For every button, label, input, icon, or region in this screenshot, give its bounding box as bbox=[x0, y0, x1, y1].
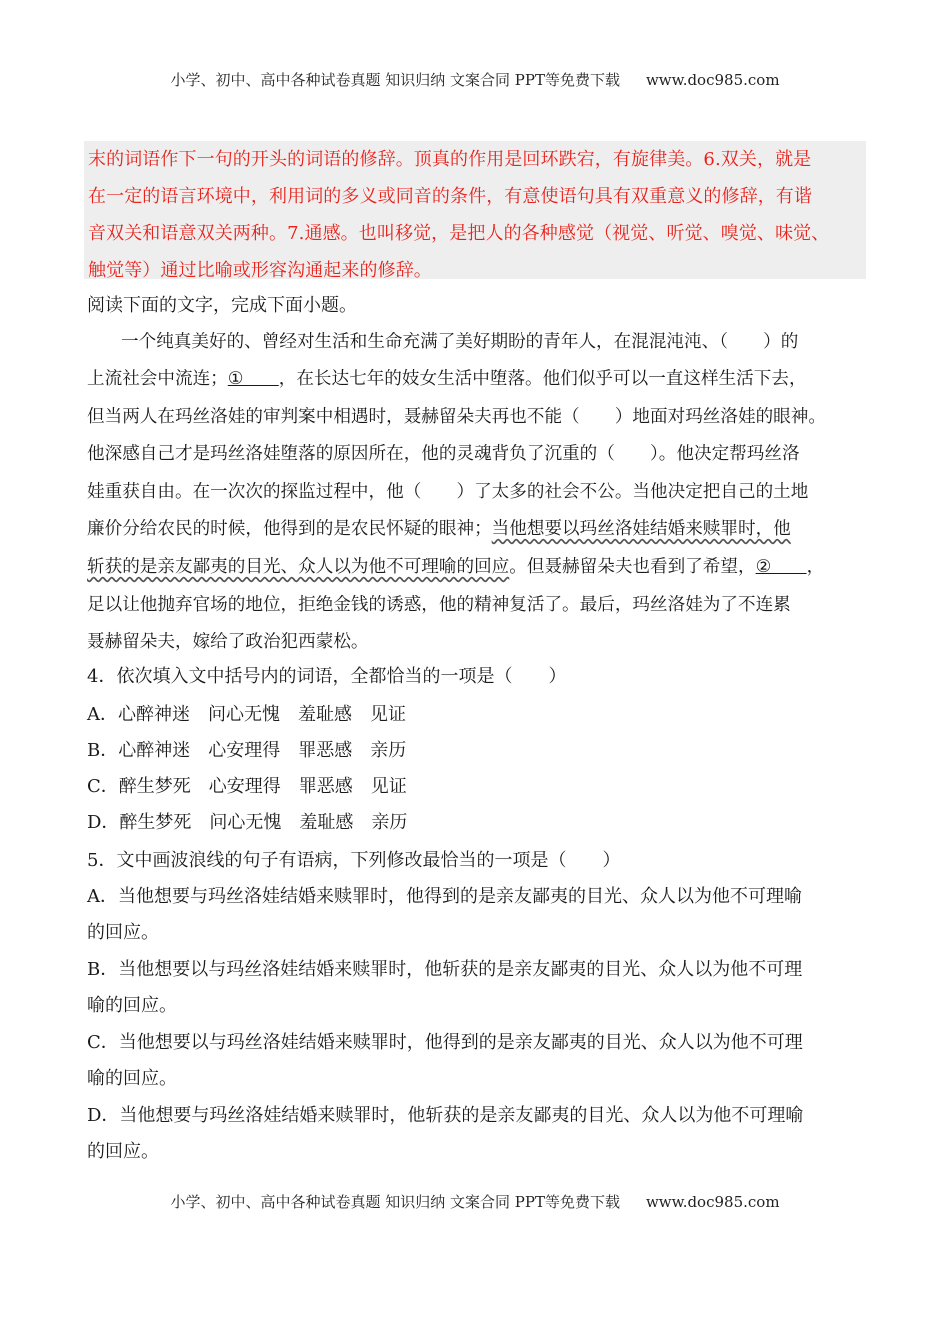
question-5-option-c: C．当他想要以与玛丝洛娃结婚来赎罪时，他得到的是亲友鄙夷的目光、众人以为他不可理 bbox=[87, 1032, 803, 1053]
footer-url[interactable]: www.doc985.com bbox=[645, 1193, 780, 1211]
passage-line: 娃重获自由。在一次次的探监过程中，他（ ）了太多的社会不公。当他决定把自己的土地 bbox=[87, 482, 809, 502]
question-5-option-d-cont: 的回应。 bbox=[87, 1141, 159, 1162]
passage-text: 。但聂赫留朵夫也看到了希望， bbox=[509, 557, 756, 577]
question-5-option-a-cont: 的回应。 bbox=[87, 922, 159, 943]
header-text: 小学、初中、高中各种试卷真题 知识归纳 文案合同 PPT等免费下载 bbox=[170, 71, 620, 89]
note-line: 末的词语作下一句的开头的词语的修辞。顶真的作用是回环跌宕，有旋律美。6.双关，就是 bbox=[88, 149, 812, 170]
note-line: 音双关和语意双关两种。7.通感。也叫移觉，是把人的各种感觉（视觉、听觉、嗅觉、味觉、 bbox=[88, 223, 830, 244]
blank-2: ② bbox=[755, 557, 807, 577]
passage-line: 一个纯真美好的、曾经对生活和生命充满了美好期盼的青年人，在混混沌沌、（ ）的 bbox=[121, 332, 799, 352]
reading-instruction: 阅读下面的文字，完成下面小题。 bbox=[87, 295, 357, 316]
wavy-underlined-sentence: 斩获的是亲友鄙夷的目光、众人以为他不可理喻的回应 bbox=[87, 557, 510, 577]
question-5-option-b-cont: 喻的回应。 bbox=[87, 995, 177, 1016]
page-header bbox=[0, 69, 950, 90]
passage-line: 聂赫留朵夫，嫁给了政治犯西蒙松。 bbox=[87, 632, 369, 652]
question-4-stem: 4．依次填入文中括号内的词语，全都恰当的一项是（ ） bbox=[87, 666, 567, 687]
passage-text: 廉价分给农民的时候，他得到的是农民怀疑的眼神； bbox=[87, 519, 492, 539]
passage-line bbox=[87, 553, 824, 578]
footer-text: 小学、初中、高中各种试卷真题 知识归纳 文案合同 PPT等免费下载 bbox=[170, 1193, 620, 1211]
header-url[interactable]: www.doc985.com bbox=[645, 71, 780, 89]
passage-text: ，在长达七年的妓女生活中堕落。他们似乎可以一直这样生活下去， bbox=[278, 369, 807, 389]
passage-line: 他深感自己才是玛丝洛娃堕落的原因所在，他的灵魂背负了沉重的（ ）。他决定帮玛丝洛 bbox=[87, 444, 800, 464]
note-line: 在一定的语言环境中，利用词的多义或同音的条件，有意使语句具有双重意义的修辞，有谐 bbox=[88, 186, 812, 207]
passage-line bbox=[87, 515, 791, 540]
passage-text: 上流社会中流连； bbox=[87, 369, 228, 389]
passage-line: 但当两人在玛丝洛娃的审判案中相遇时，聂赫留朵夫再也不能（ ）地面对玛丝洛娃的眼神。 bbox=[87, 407, 826, 427]
passage-text: ， bbox=[806, 557, 825, 577]
wavy-underlined-sentence: 当他想要以玛丝洛娃结婚来赎罪时，他 bbox=[491, 519, 791, 539]
question-5-option-c-cont: 喻的回应。 bbox=[87, 1068, 177, 1089]
question-4-option-c: C．醉生梦死 心安理得 罪恶感 见证 bbox=[87, 776, 407, 797]
note-line: 触觉等）通过比喻或形容沟通起来的修辞。 bbox=[88, 260, 432, 281]
page-footer bbox=[0, 1191, 950, 1212]
question-5-option-a: A．当他想要与玛丝洛娃结婚来赎罪时，他得到的是亲友鄙夷的目光、众人以为他不可理喻 bbox=[87, 886, 802, 907]
blank-1: ① bbox=[227, 369, 279, 389]
question-4-option-b: B．心醉神迷 心安理得 罪恶感 亲历 bbox=[87, 740, 407, 761]
passage-line bbox=[87, 365, 807, 390]
question-5-option-d: D．当他想要与玛丝洛娃结婚来赎罪时，他斩获的是亲友鄙夷的目光、众人以为他不可理喻 bbox=[87, 1105, 804, 1126]
question-5-stem: 5．文中画波浪线的句子有语病，下列修改最恰当的一项是（ ） bbox=[87, 850, 621, 871]
question-4-option-a: A．心醉神迷 问心无愧 羞耻感 见证 bbox=[87, 704, 406, 725]
passage-line: 足以让他抛弃官场的地位，拒绝金钱的诱惑，他的精神复活了。最后，玛丝洛娃为了不连累 bbox=[87, 595, 791, 615]
question-5-option-b: B．当他想要以与玛丝洛娃结婚来赎罪时，他斩获的是亲友鄙夷的目光、众人以为他不可理 bbox=[87, 959, 803, 980]
question-4-option-d: D．醉生梦死 问心无愧 羞耻感 亲历 bbox=[87, 812, 408, 833]
